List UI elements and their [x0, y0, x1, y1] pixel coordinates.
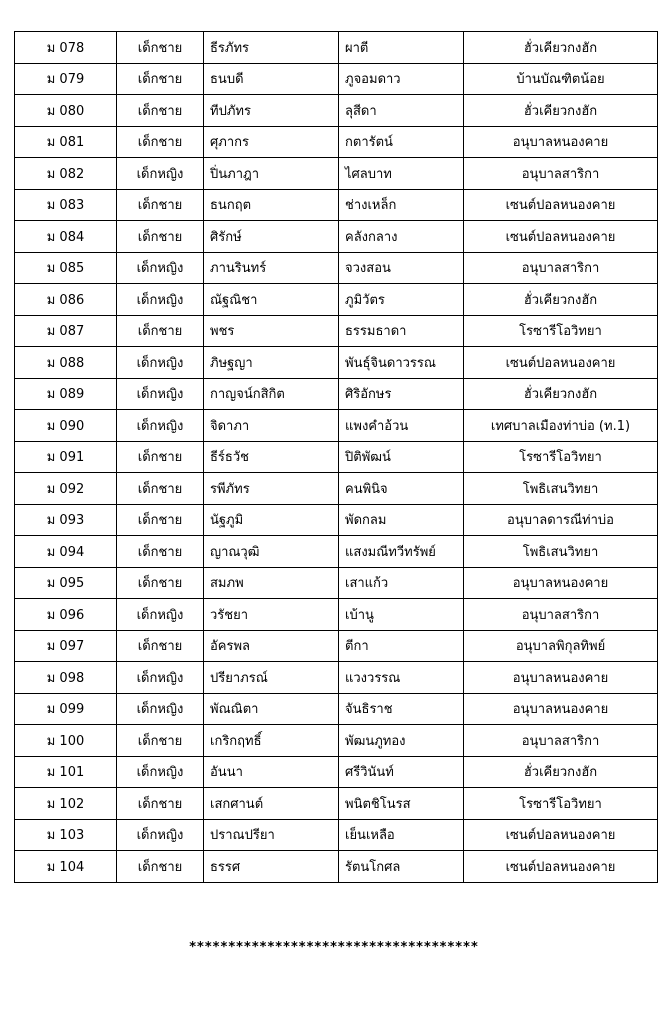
gender-title-cell: เด็กชาย: [117, 126, 204, 158]
gender-title-cell: เด็กหญิง: [117, 347, 204, 379]
student-id-cell: ม 097: [15, 630, 117, 662]
first-name-cell: ญาณวุฒิ: [204, 536, 339, 568]
school-name-cell: เซนต์ปอลหนองคาย: [464, 851, 658, 883]
last-name-cell: แพงคำอ้วน: [339, 410, 464, 442]
student-id-cell: ม 087: [15, 315, 117, 347]
last-name-cell: คนพินิจ: [339, 473, 464, 505]
last-name-cell: ไศลบาท: [339, 158, 464, 190]
school-name-cell: อนุบาลดารณีท่าบ่อ: [464, 504, 658, 536]
last-name-cell: แวงวรรณ: [339, 662, 464, 694]
student-id-cell: ม 088: [15, 347, 117, 379]
table-row: [15, 630, 658, 662]
last-name-cell: เสาแก้ว: [339, 567, 464, 599]
gender-title-cell: เด็กชาย: [117, 95, 204, 127]
gender-title-cell: เด็กชาย: [117, 788, 204, 820]
table-row: [15, 693, 658, 725]
student-id-cell: ม 104: [15, 851, 117, 883]
last-name-cell: ตีกา: [339, 630, 464, 662]
last-name-cell: จันธิราช: [339, 693, 464, 725]
gender-title-cell: เด็กหญิง: [117, 819, 204, 851]
school-name-cell: เซนต์ปอลหนองคาย: [464, 189, 658, 221]
first-name-cell: สมภพ: [204, 567, 339, 599]
last-name-cell: ลุสีดา: [339, 95, 464, 127]
school-name-cell: อนุบาลพิกุลทิพย์: [464, 630, 658, 662]
student-id-cell: ม 080: [15, 95, 117, 127]
table-row: [15, 126, 658, 158]
student-id-cell: ม 079: [15, 63, 117, 95]
gender-title-cell: เด็กหญิง: [117, 252, 204, 284]
student-id-cell: ม 100: [15, 725, 117, 757]
student-id-cell: ม 078: [15, 32, 117, 64]
student-id-cell: ม 084: [15, 221, 117, 253]
school-name-cell: เซนต์ปอลหนองคาย: [464, 819, 658, 851]
school-name-cell: อนุบาลหนองคาย: [464, 567, 658, 599]
student-id-cell: ม 093: [15, 504, 117, 536]
student-id-cell: ม 096: [15, 599, 117, 631]
last-name-cell: ช่างเหล็ก: [339, 189, 464, 221]
first-name-cell: ภานรินทร์: [204, 252, 339, 284]
school-name-cell: อนุบาลสาริกา: [464, 158, 658, 190]
table-row: [15, 378, 658, 410]
student-id-cell: ม 103: [15, 819, 117, 851]
student-id-cell: ม 099: [15, 693, 117, 725]
student-id-cell: ม 092: [15, 473, 117, 505]
table-row: [15, 819, 658, 851]
table-row: [15, 32, 658, 64]
student-id-cell: ม 091: [15, 441, 117, 473]
table-row: [15, 252, 658, 284]
school-name-cell: ฮั่วเคียวกงฮัก: [464, 756, 658, 788]
gender-title-cell: เด็กชาย: [117, 725, 204, 757]
roster-body: [15, 32, 658, 883]
gender-title-cell: เด็กชาย: [117, 630, 204, 662]
school-name-cell: โรซารีโอวิทยา: [464, 315, 658, 347]
school-name-cell: ฮั่วเคียวกงฮัก: [464, 378, 658, 410]
school-name-cell: โพธิเสนวิทยา: [464, 536, 658, 568]
table-row: [15, 504, 658, 536]
last-name-cell: เย็นเหลือ: [339, 819, 464, 851]
last-name-cell: พนิตชิโนรส: [339, 788, 464, 820]
table-row: [15, 347, 658, 379]
table-row: [15, 662, 658, 694]
first-name-cell: ปิ่นภาฎา: [204, 158, 339, 190]
last-name-cell: ธรรมธาดา: [339, 315, 464, 347]
table-row: [15, 315, 658, 347]
table-row: [15, 725, 658, 757]
last-name-cell: รัตนโกศล: [339, 851, 464, 883]
last-name-cell: แสงมณีทวีทรัพย์: [339, 536, 464, 568]
last-name-cell: กตารัตน์: [339, 126, 464, 158]
last-name-cell: ผาตี: [339, 32, 464, 64]
gender-title-cell: เด็กชาย: [117, 315, 204, 347]
school-name-cell: บ้านบัณฑิตน้อย: [464, 63, 658, 95]
first-name-cell: เกริกฤทธิ์: [204, 725, 339, 757]
last-name-cell: เบ้านู: [339, 599, 464, 631]
last-name-cell: คลังกลาง: [339, 221, 464, 253]
gender-title-cell: เด็กหญิง: [117, 158, 204, 190]
table-row: [15, 221, 658, 253]
school-name-cell: ฮั่วเคียวกงฮัก: [464, 32, 658, 64]
first-name-cell: ภิษฐญา: [204, 347, 339, 379]
last-name-cell: ศรีวินันท์: [339, 756, 464, 788]
table-row: [15, 441, 658, 473]
first-name-cell: พชร: [204, 315, 339, 347]
first-name-cell: กาญจน์กสิกิต: [204, 378, 339, 410]
gender-title-cell: เด็กชาย: [117, 473, 204, 505]
gender-title-cell: เด็กหญิง: [117, 378, 204, 410]
school-name-cell: เทศบาลเมืองท่าบ่อ (ท.1): [464, 410, 658, 442]
table-row: [15, 95, 658, 127]
gender-title-cell: เด็กชาย: [117, 441, 204, 473]
school-name-cell: โรซารีโอวิทยา: [464, 441, 658, 473]
last-name-cell: พันธุ์จินดาวรรณ: [339, 347, 464, 379]
table-row: [15, 284, 658, 316]
first-name-cell: พัณณิตา: [204, 693, 339, 725]
first-name-cell: ธรรศ: [204, 851, 339, 883]
gender-title-cell: เด็กหญิง: [117, 756, 204, 788]
student-id-cell: ม 085: [15, 252, 117, 284]
last-name-cell: พัฒนภูทอง: [339, 725, 464, 757]
table-row: [15, 63, 658, 95]
school-name-cell: อนุบาลสาริกา: [464, 599, 658, 631]
first-name-cell: ศุภากร: [204, 126, 339, 158]
student-id-cell: ม 082: [15, 158, 117, 190]
gender-title-cell: เด็กหญิง: [117, 662, 204, 694]
first-name-cell: ทีปภัทร: [204, 95, 339, 127]
school-name-cell: อนุบาลสาริกา: [464, 252, 658, 284]
school-name-cell: โรซารีโอวิทยา: [464, 788, 658, 820]
student-id-cell: ม 098: [15, 662, 117, 694]
gender-title-cell: เด็กหญิง: [117, 599, 204, 631]
school-name-cell: โพธิเสนวิทยา: [464, 473, 658, 505]
gender-title-cell: เด็กชาย: [117, 221, 204, 253]
first-name-cell: รพีภัทร: [204, 473, 339, 505]
student-id-cell: ม 102: [15, 788, 117, 820]
student-id-cell: ม 083: [15, 189, 117, 221]
student-id-cell: ม 101: [15, 756, 117, 788]
school-name-cell: เซนต์ปอลหนองคาย: [464, 221, 658, 253]
first-name-cell: ธีรภัทร: [204, 32, 339, 64]
first-name-cell: อันนา: [204, 756, 339, 788]
first-name-cell: นัฐภูมิ: [204, 504, 339, 536]
gender-title-cell: เด็กหญิง: [117, 410, 204, 442]
school-name-cell: อนุบาลสาริกา: [464, 725, 658, 757]
last-name-cell: ภูมิวัตร: [339, 284, 464, 316]
school-name-cell: เซนต์ปอลหนองคาย: [464, 347, 658, 379]
first-name-cell: ณัฐณิชา: [204, 284, 339, 316]
school-name-cell: อนุบาลหนองคาย: [464, 693, 658, 725]
school-name-cell: ฮั่วเคียวกงฮัก: [464, 284, 658, 316]
table-row: [15, 788, 658, 820]
table-row: [15, 158, 658, 190]
first-name-cell: เสกศานต์: [204, 788, 339, 820]
table-row: [15, 410, 658, 442]
gender-title-cell: เด็กชาย: [117, 32, 204, 64]
school-name-cell: อนุบาลหนองคาย: [464, 126, 658, 158]
last-name-cell: ภูจอมดาว: [339, 63, 464, 95]
gender-title-cell: เด็กชาย: [117, 189, 204, 221]
school-name-cell: ฮั่วเคียวกงฮัก: [464, 95, 658, 127]
last-name-cell: จวงสอน: [339, 252, 464, 284]
first-name-cell: ธนบดี: [204, 63, 339, 95]
end-of-list-marker: *************************************: [188, 940, 479, 955]
student-roster-table: [14, 31, 658, 883]
first-name-cell: จิดาภา: [204, 410, 339, 442]
first-name-cell: ปรียาภรณ์: [204, 662, 339, 694]
first-name-cell: ธนกฤต: [204, 189, 339, 221]
school-name-cell: อนุบาลหนองคาย: [464, 662, 658, 694]
table-row: [15, 851, 658, 883]
last-name-cell: ศิริอักษร: [339, 378, 464, 410]
table-row: [15, 473, 658, 505]
gender-title-cell: เด็กชาย: [117, 851, 204, 883]
student-id-cell: ม 090: [15, 410, 117, 442]
student-id-cell: ม 089: [15, 378, 117, 410]
first-name-cell: อัครพล: [204, 630, 339, 662]
gender-title-cell: เด็กชาย: [117, 504, 204, 536]
gender-title-cell: เด็กชาย: [117, 63, 204, 95]
first-name-cell: ธีร์ธวัช: [204, 441, 339, 473]
first-name-cell: วรัชยา: [204, 599, 339, 631]
table-row: [15, 189, 658, 221]
student-id-cell: ม 081: [15, 126, 117, 158]
last-name-cell: ปิติพัฒน์: [339, 441, 464, 473]
student-id-cell: ม 094: [15, 536, 117, 568]
student-id-cell: ม 086: [15, 284, 117, 316]
student-id-cell: ม 095: [15, 567, 117, 599]
first-name-cell: ปราณปรียา: [204, 819, 339, 851]
table-row: [15, 567, 658, 599]
table-row: [15, 536, 658, 568]
first-name-cell: ศิรักษ์: [204, 221, 339, 253]
table-row: [15, 756, 658, 788]
gender-title-cell: เด็กชาย: [117, 567, 204, 599]
table-row: [15, 599, 658, 631]
gender-title-cell: เด็กหญิง: [117, 284, 204, 316]
gender-title-cell: เด็กชาย: [117, 536, 204, 568]
gender-title-cell: เด็กหญิง: [117, 693, 204, 725]
last-name-cell: พัดกลม: [339, 504, 464, 536]
